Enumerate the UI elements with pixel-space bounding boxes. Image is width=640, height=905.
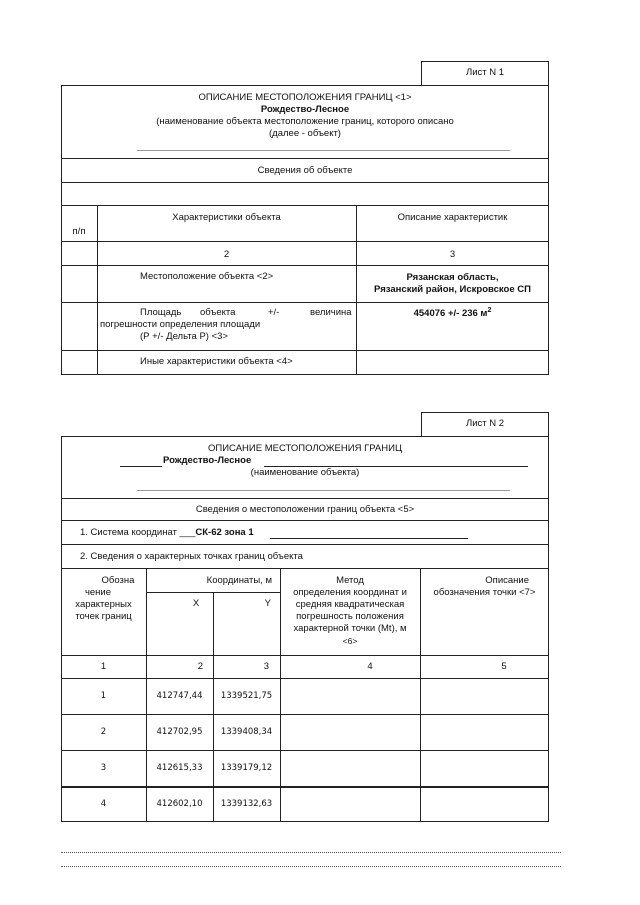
divider [61,520,549,521]
sheet-1-subtitle-2: (далее - объект) [269,128,341,139]
divider [61,182,549,183]
area-value: 454076 +/- 236 $м^2$ [413,306,492,319]
coord-x: 412702,95 [156,727,203,737]
sheet-2-title: ОПИСАНИЕ МЕСТОПОЛОЖЕНИЯ ГРАНИЦ [208,443,402,454]
x-header: X [192,598,200,609]
index-cell: 3 [263,661,269,672]
col-divider [420,568,421,822]
coord-x: 412747,44 [156,691,203,701]
point-number: 4 [100,799,107,809]
col-characteristics-header: Характеристики объекта [172,212,281,223]
point-number: 2 [100,727,107,737]
sheet-1-title: ОПИСАНИЕ МЕСТОПОЛОЖЕНИЯ ГРАНИЦ <1> [198,92,412,103]
coord-x: 412602,10 [156,799,203,809]
desc-header-1: Описание [485,575,529,586]
coord-x: 412615,33 [156,763,203,773]
point-number: 1 [100,691,107,701]
coord-y: 1339132,63 [220,799,273,809]
sheet-1-label: Лист N 1 [465,67,505,78]
method-header-4: погрешность положения [296,611,404,622]
coords-header-divider [146,592,280,593]
area-label-word-1: Площадь [140,307,182,318]
coord-y: 1339521,75 [220,691,273,701]
divider [61,205,549,206]
location-value-2: Рязанский район, Искровское СП [374,284,531,295]
divider [61,568,549,569]
location-label: Местоположение объекта <2> [140,271,274,282]
sheet-2-object-name: Рождество-Лесное [163,455,252,466]
point-header-4: точек границ [75,611,132,622]
area-label-3: (Р +/- Дельта Р) <3> [140,331,228,342]
col-num-header: п/п [72,226,86,237]
coord-y: 1339179,12 [220,763,273,773]
col-description-header: Описание характеристик [397,212,508,223]
area-label-word-2: объекта [200,307,236,318]
divider [61,714,549,715]
divider [61,750,549,751]
sheet-2-subtitle: (наименование объекта) [250,467,360,478]
area-label-word-4: величина [310,307,352,318]
coord-system-underline [270,538,468,539]
divider [61,350,549,351]
sheet-2-title-underline [137,490,510,491]
other-characteristics-label: Иные характеристики объекта <4> [140,356,293,367]
area-label-2: погрешности определения площади [100,319,261,330]
point-header-2: чение [84,587,112,598]
divider [61,158,549,159]
coord-system-line: 1. Система координат ___СК-62 зона 1 [80,527,254,538]
point-header-1: Обозна [101,575,135,586]
coords-header: Координаты, м [206,575,272,586]
divider [61,655,549,656]
col-index-3: 3 [449,249,456,260]
col-index-2: 2 [223,249,230,260]
method-header-5: характерной точки (Mt), м [293,623,407,634]
divider [61,678,549,679]
section-2-title: 2. Сведения о характерных точках границ объекта [80,551,303,562]
divider [61,302,549,303]
page-separator [61,866,561,867]
method-header-6: <6> [342,636,358,646]
divider [61,265,549,266]
point-number: 3 [100,763,107,773]
index-cell: 5 [501,661,507,672]
divider [61,498,549,499]
divider [61,544,549,545]
sheet-1-title-underline [137,150,510,151]
index-cell: 4 [367,661,373,672]
index-cell: 1 [100,661,107,672]
method-header-2: определения координат и [293,587,407,598]
location-value-1: Рязанская область, [406,272,499,283]
coord-y: 1339408,34 [220,727,273,737]
point-header-3: характерных [75,599,132,610]
desc-header-2: обозначения точки <7> [433,587,536,598]
sheet-2-section-title: Сведения о местоположении границ объекта <5> [195,504,415,515]
method-header-3: средняя квадратическая [295,599,405,610]
area-label-word-3: +/- [268,307,280,318]
sheet-2-label: Лист N 2 [465,418,505,429]
sheet-1-subtitle-1: (наименование объекта местоположение границ, которого описано [156,116,454,127]
divider [61,241,549,242]
page-separator [61,852,561,853]
y-header: Y [264,598,271,609]
sheet-1-object-name: Рождество-Лесное [260,104,350,115]
index-cell: 2 [197,661,203,672]
divider [61,786,549,788]
sheet-1-section-title: Сведения об объекте [257,165,353,176]
method-header-1: Метод [336,575,364,586]
